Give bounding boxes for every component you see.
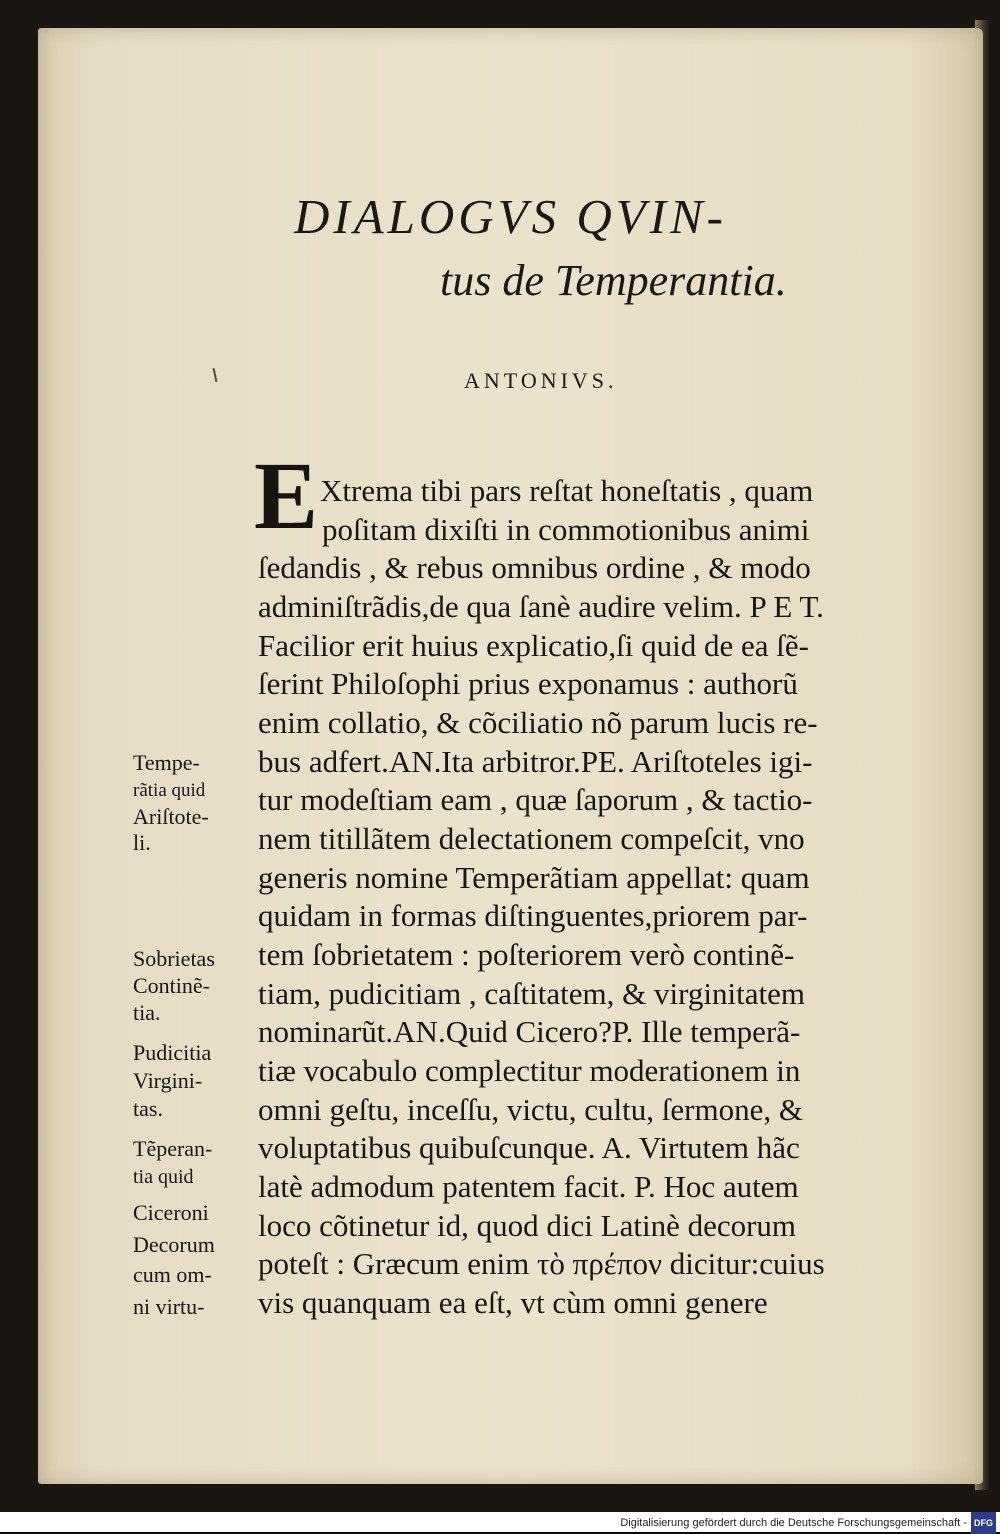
margin-note: ni virtu-: [133, 1294, 205, 1319]
text-line: tiam, pudicitiam , caſtitatem, & virginitatem: [258, 976, 805, 1011]
margin-note: li.: [133, 830, 151, 855]
text-line: nominarũt.AN.Quid Cicero?P. Ille temperã-: [258, 1014, 801, 1049]
text-line: loco cõtinetur id, quod dici Latinè decorum: [258, 1208, 797, 1243]
margin-note: Virgini-: [133, 1068, 203, 1093]
margin-note: Tẽperan-: [133, 1136, 213, 1161]
text-line: tur modeſtiam eam , quæ ſaporum , & tactio-: [258, 782, 813, 817]
text-line: nem titillãtem delectationem compeſcit, vno: [258, 821, 805, 856]
margin-note: Sobrietas: [133, 946, 215, 971]
title-line-2: tus de Temperantia.: [440, 256, 787, 305]
drop-cap: E: [254, 442, 319, 549]
text-line: poſitam dixiſti in commotionibus animi: [322, 512, 810, 547]
margin-note: Tempe-: [133, 750, 200, 775]
text-line: omni geſtu, inceſſu, victu, cultu, ſermone, &: [258, 1092, 803, 1127]
text-line: Facilior erit huius explicatio,ſi quid de ea ſẽ-: [258, 628, 809, 663]
title-line-1: DIALOGVS QVIN-: [294, 189, 727, 244]
margin-note: cum om-: [133, 1262, 212, 1287]
text-line: bus adfert.AN.Ita arbitror.PE. Ariſtoteles igi-: [258, 744, 813, 779]
margin-note: Pudicitia: [133, 1040, 212, 1065]
text-line: voluptatibus quibuſcunque. A. Virtutem hãc: [258, 1130, 800, 1165]
text-line: tem ſobrietatem : poſteriorem verò continẽ-: [258, 937, 795, 972]
dfg-logo-icon: DFG: [971, 1512, 996, 1534]
text-line: vis quanquam ea eſt, vt cùm omni genere: [258, 1285, 768, 1320]
text-line: quidam in formas diſtinguentes,priorem par-: [258, 898, 808, 933]
footer-caption: [560, 1512, 996, 1532]
text-line: latè admodum patentem facit. P. Hoc autem: [258, 1169, 799, 1204]
margin-note: Ciceroni: [133, 1200, 209, 1225]
text-line: enim collatio, & cõciliatio nõ parum lucis re-: [258, 705, 818, 740]
speaker-heading: ANTONIVS.: [464, 368, 618, 393]
margin-note: tia.: [133, 1000, 161, 1025]
text-line: tiæ vocabulo complectitur moderationem in: [258, 1053, 801, 1088]
text-line: adminiſtrãdis,de qua ſanè audire velim. P E T.: [258, 589, 824, 624]
footer-caption-text: Digitalisierung gefördert durch die Deutsche Forschungsgemeinschaft -: [620, 1516, 967, 1529]
text-line: poteſt : Græcum enim τὸ πρέπον dicitur:cuius: [258, 1246, 825, 1281]
margin-note: Continẽ-: [133, 973, 210, 998]
margin-note: rãtia quid: [133, 780, 206, 801]
margin-note: Decorum: [133, 1232, 215, 1257]
margin-note: tas.: [133, 1096, 163, 1121]
text-line: ſedandis , & rebus omnibus ordine , & modo: [258, 550, 811, 585]
text-line: Xtrema tibi pars reſtat honeſtatis , quam: [320, 473, 814, 508]
margin-note: Ariſtote-: [133, 804, 209, 829]
margin-note: tia quid: [133, 1166, 194, 1188]
text-line: ſerint Philoſophi prius exponamus : authorũ: [258, 666, 798, 701]
text-line: generis nomine Temperãtiam appellat: quam: [258, 860, 810, 895]
